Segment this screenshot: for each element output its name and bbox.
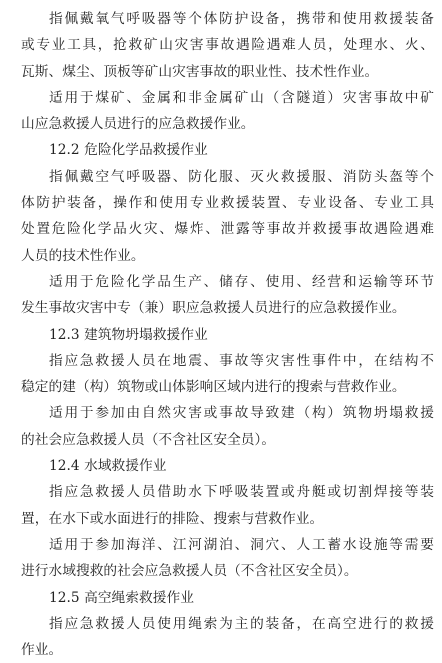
- paragraph-line: 或专业工具，抢救矿山灾害事故遇险遇难人员，处理水、火、: [21, 37, 434, 54]
- paragraph-line: 进行水域搜救的社会应急救援人员（不含社区安全员）。: [21, 563, 358, 580]
- paragraph-line: 山应急救援人员进行的应急救援作业。: [21, 116, 255, 133]
- paragraph-line: 人员的技术性作业。: [21, 247, 145, 264]
- paragraph-line: 作业。: [21, 642, 63, 659]
- paragraph-line: 指应急救援人员使用绳索为主的装备，在高空进行的救援: [49, 615, 434, 632]
- paragraph-line: 瓦斯、煤尘、顶板等矿山灾害事故的职业性、技术性作业。: [21, 63, 379, 80]
- paragraph-line: 体防护装备，操作和使用专业救援装置、专业设备、专业工具: [21, 195, 434, 212]
- paragraph-line: 稳定的建（构）筑物或山体影响区域内进行的搜索与营救作业。: [21, 379, 406, 396]
- paragraph-line: 适用于参加由自然灾害或事故导致建（构）筑物坍塌救援: [49, 405, 434, 422]
- section-heading-12-4: 12.4 水域救援作业: [49, 458, 167, 475]
- paragraph-line: 适用于煤矿、金属和非金属矿山（含隧道）灾害事故中矿: [49, 89, 434, 106]
- paragraph-line: 指应急救援人员在地震、事故等灾害性事件中，在结构不: [49, 352, 434, 369]
- paragraph-line: 处置危险化学品火灾、爆炸、泄露等事故并救援事故遇险遇难: [21, 221, 434, 238]
- paragraph-line: 置，在水下或水面进行的排险、搜索与营救作业。: [21, 510, 324, 527]
- section-heading-12-3: 12.3 建筑物坍塌救援作业: [49, 326, 208, 343]
- paragraph-line: 适用于参加海洋、江河湖泊、洞穴、人工蓄水设施等需要: [49, 536, 434, 553]
- section-heading-12-5: 12.5 高空绳索救援作业: [49, 589, 194, 606]
- paragraph-line: 指应急救援人员借助水下呼吸装置或舟艇或切割焊接等装: [49, 484, 434, 501]
- section-heading-12-2: 12.2 危险化学品救援作业: [49, 142, 208, 159]
- paragraph-line: 指佩戴氧气呼吸器等个体防护设备，携带和使用救援装备: [49, 11, 434, 27]
- paragraph-line: 的社会应急救援人员（不含社区安全员）。: [21, 431, 276, 448]
- paragraph-line: 适用于危险化学品生产、储存、使用、经营和运输等环节: [49, 273, 434, 290]
- paragraph-line: 指佩戴空气呼吸器、防化服、灭火救援服、消防头盔等个: [49, 168, 434, 185]
- paragraph-line: 发生事故灾害中专（兼）职应急救援人员进行的应急救援作业。: [21, 300, 406, 317]
